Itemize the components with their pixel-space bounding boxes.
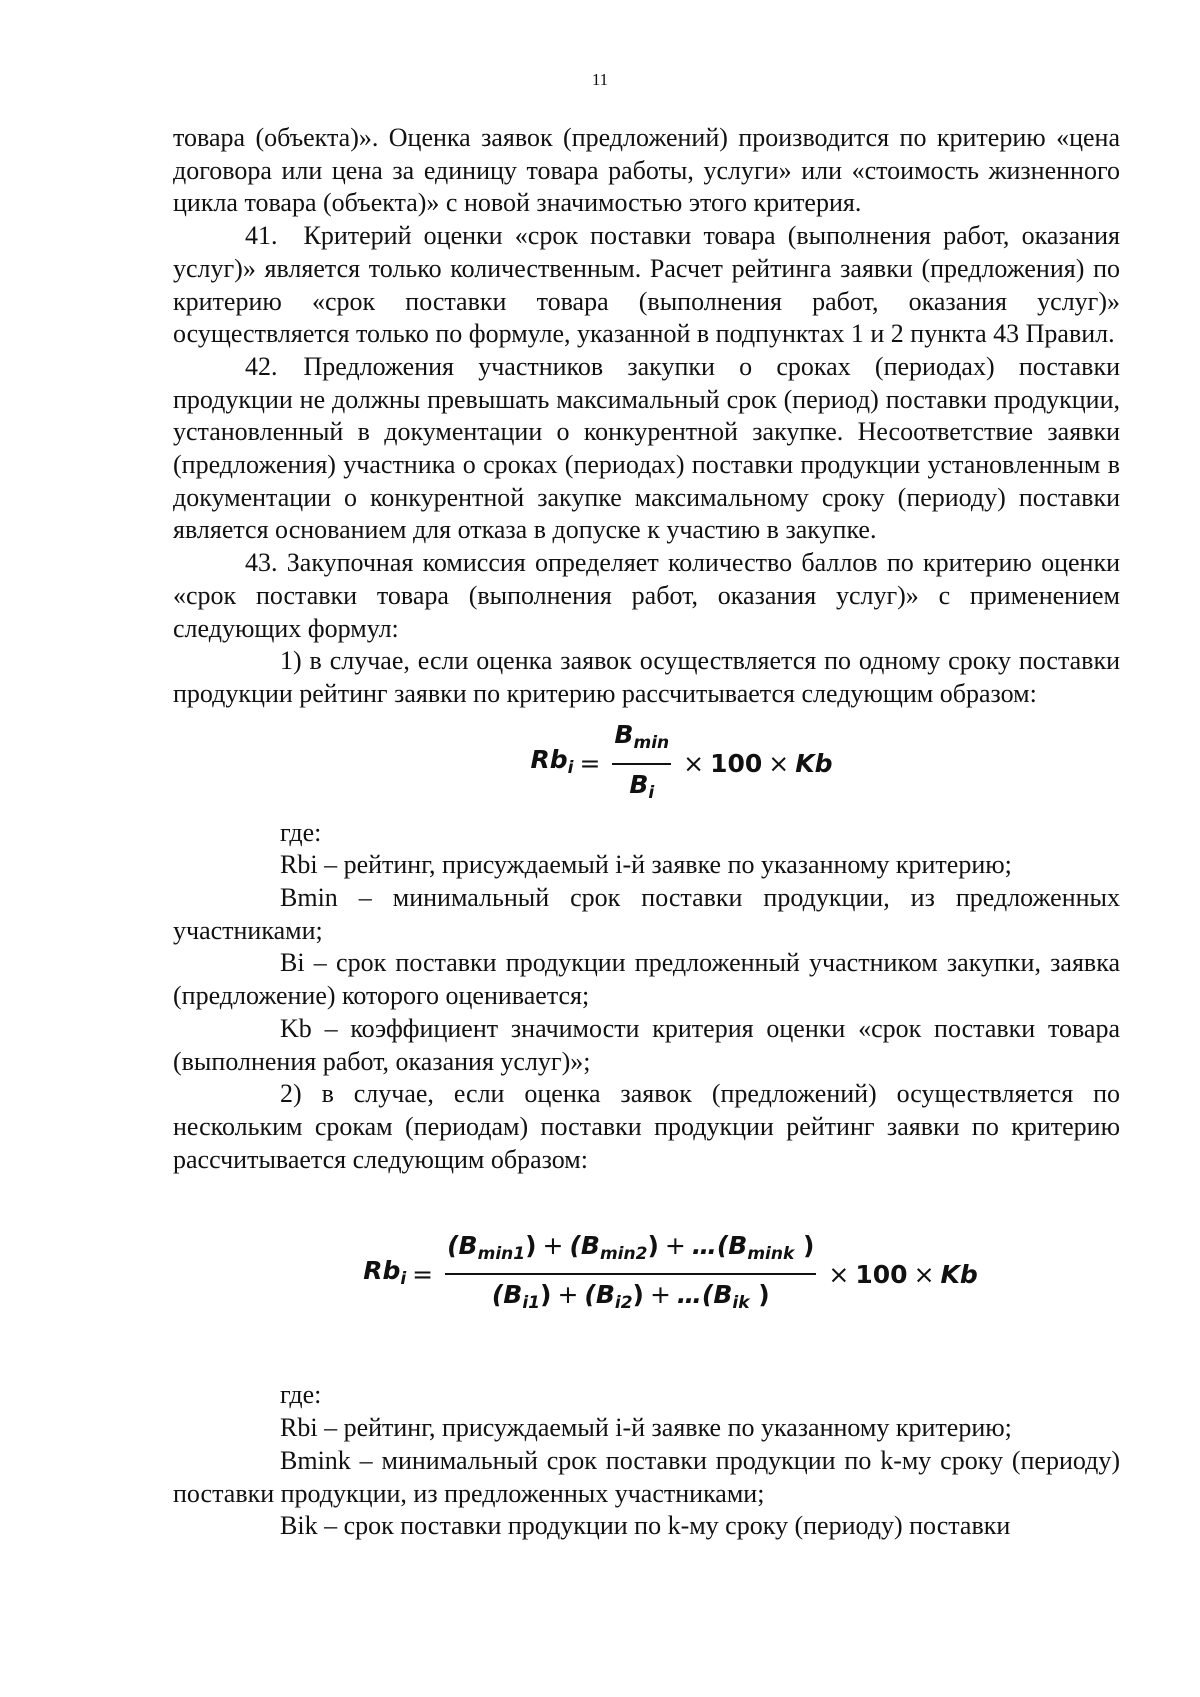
formula2-equals: = [412, 1259, 434, 1289]
clause-42: 42. Предложения участников закупки о сроках (периодах) поставки продукции не должны превышать максимальный срок (период) поставки продукции, установленный в документации о конкурентной закупке. Несоответствие заявки (предложения) участника о сроках (периодах) поставки продукции установленным в документации о конкурентной закупке максимальному сроку (периоду) поставки является основанием для отказа в допуске к участию в закупке. [173, 351, 1120, 545]
formula1-coefficient: Kb [795, 749, 833, 779]
formula2-times-2: × [913, 1259, 935, 1289]
page-number: 11 [591, 70, 609, 89]
formula1-lhs: $Rb_i$ [530, 745, 574, 779]
formula2-hundred: 100 [855, 1259, 908, 1289]
formula2-lhs: $Rb_i$ [363, 1255, 407, 1289]
definition-kb: Kb – коэффициент значимости критерия оценки «срок поставки товара (выполнения работ, оказания услуг)»; [173, 1013, 1120, 1076]
clause-41: 41. Критерий оценки «срок поставки товара (выполнения работ, оказания услуг)» является только количественным. Расчет рейтинга заявки (предложения) по критерию «срок поставки товара (выполнения работ, оказания услуг)» осуществляется только по формуле, указанной в подпунктах 1 и 2 пункта 43 Правил. [173, 221, 1120, 349]
formula-single-term [243, 711, 1120, 817]
formula2-fraction [445, 1230, 816, 1320]
formula1-equals: = [579, 749, 601, 779]
document-body [173, 122, 1120, 1543]
formula1-numerator: $B_{min}$ [612, 719, 671, 765]
formula2-denominator: $(B_{i1}) + (B_{i2})$ + $\dots(B_{ik}$ ) [491, 1280, 770, 1314]
definition-rbi: Rbi – рейтинг, присуждаемый i-й заявке по указанному критерию; [280, 850, 1012, 880]
formula2-coefficient: Kb [940, 1259, 978, 1289]
formula1-denominator: $B_i$ [629, 770, 655, 804]
where-label: где: [280, 817, 322, 847]
definition-bi: Bi – срок поставки продукции предложенный участником закупки, заявка (предложение) которого оценивается; [173, 948, 1120, 1011]
formula-multiple-terms [221, 1222, 1120, 1327]
definition-bmink: Bmink – минимальный срок поставки продукции по k-му сроку (периоду) поставки продукции, из предложенных участниками; [173, 1445, 1120, 1508]
formula1-times-2: × [768, 749, 790, 779]
paragraph-continuation: товара (объекта)». Оценка заявок (предложений) производится по критерию «цена договора или цена за единицу товара работы, услуги» или «стоимость жизненного цикла товара (объекта)» с новой значимостью этого критерия. [173, 123, 1120, 218]
subclause-1: 1) в случае, если оценка заявок осуществляется по одному сроку поставки продукции рейтинг заявки по критерию рассчитывается следующим образом: [173, 646, 1120, 708]
formula1-fraction [612, 719, 671, 809]
definition-bmin: Bmin – минимальный срок поставки продукции, из предложенных участниками; [173, 883, 1120, 945]
definition-rbi-2: Rbi – рейтинг, присуждаемый i-й заявке по указанному критерию; [280, 1413, 1012, 1443]
formula2-times: × [828, 1259, 850, 1289]
subclause-2: 2) в случае, если оценка заявок (предложений) осуществляется по нескольким срокам (периодам) поставки продукции рейтинг заявки по критерию рассчитывается следующим образом: [173, 1079, 1120, 1174]
formula1-hundred: 100 [710, 749, 763, 779]
formula1-times: × [683, 749, 705, 779]
definition-bik: Bik – срок поставки продукции по k-му сроку (периоду) поставки [280, 1511, 1011, 1541]
where-label-2: где: [280, 1380, 322, 1410]
formula2-numerator: $(B_{min1}) + (B_{min2})$ + $\dots(B_{mink}$ ) [445, 1230, 816, 1276]
clause-43: 43. Закупочная комиссия определяет количество баллов по критерию оценки «срок поставки товара (выполнения работ, оказания услуг)» с применением следующих формул: [173, 548, 1120, 643]
